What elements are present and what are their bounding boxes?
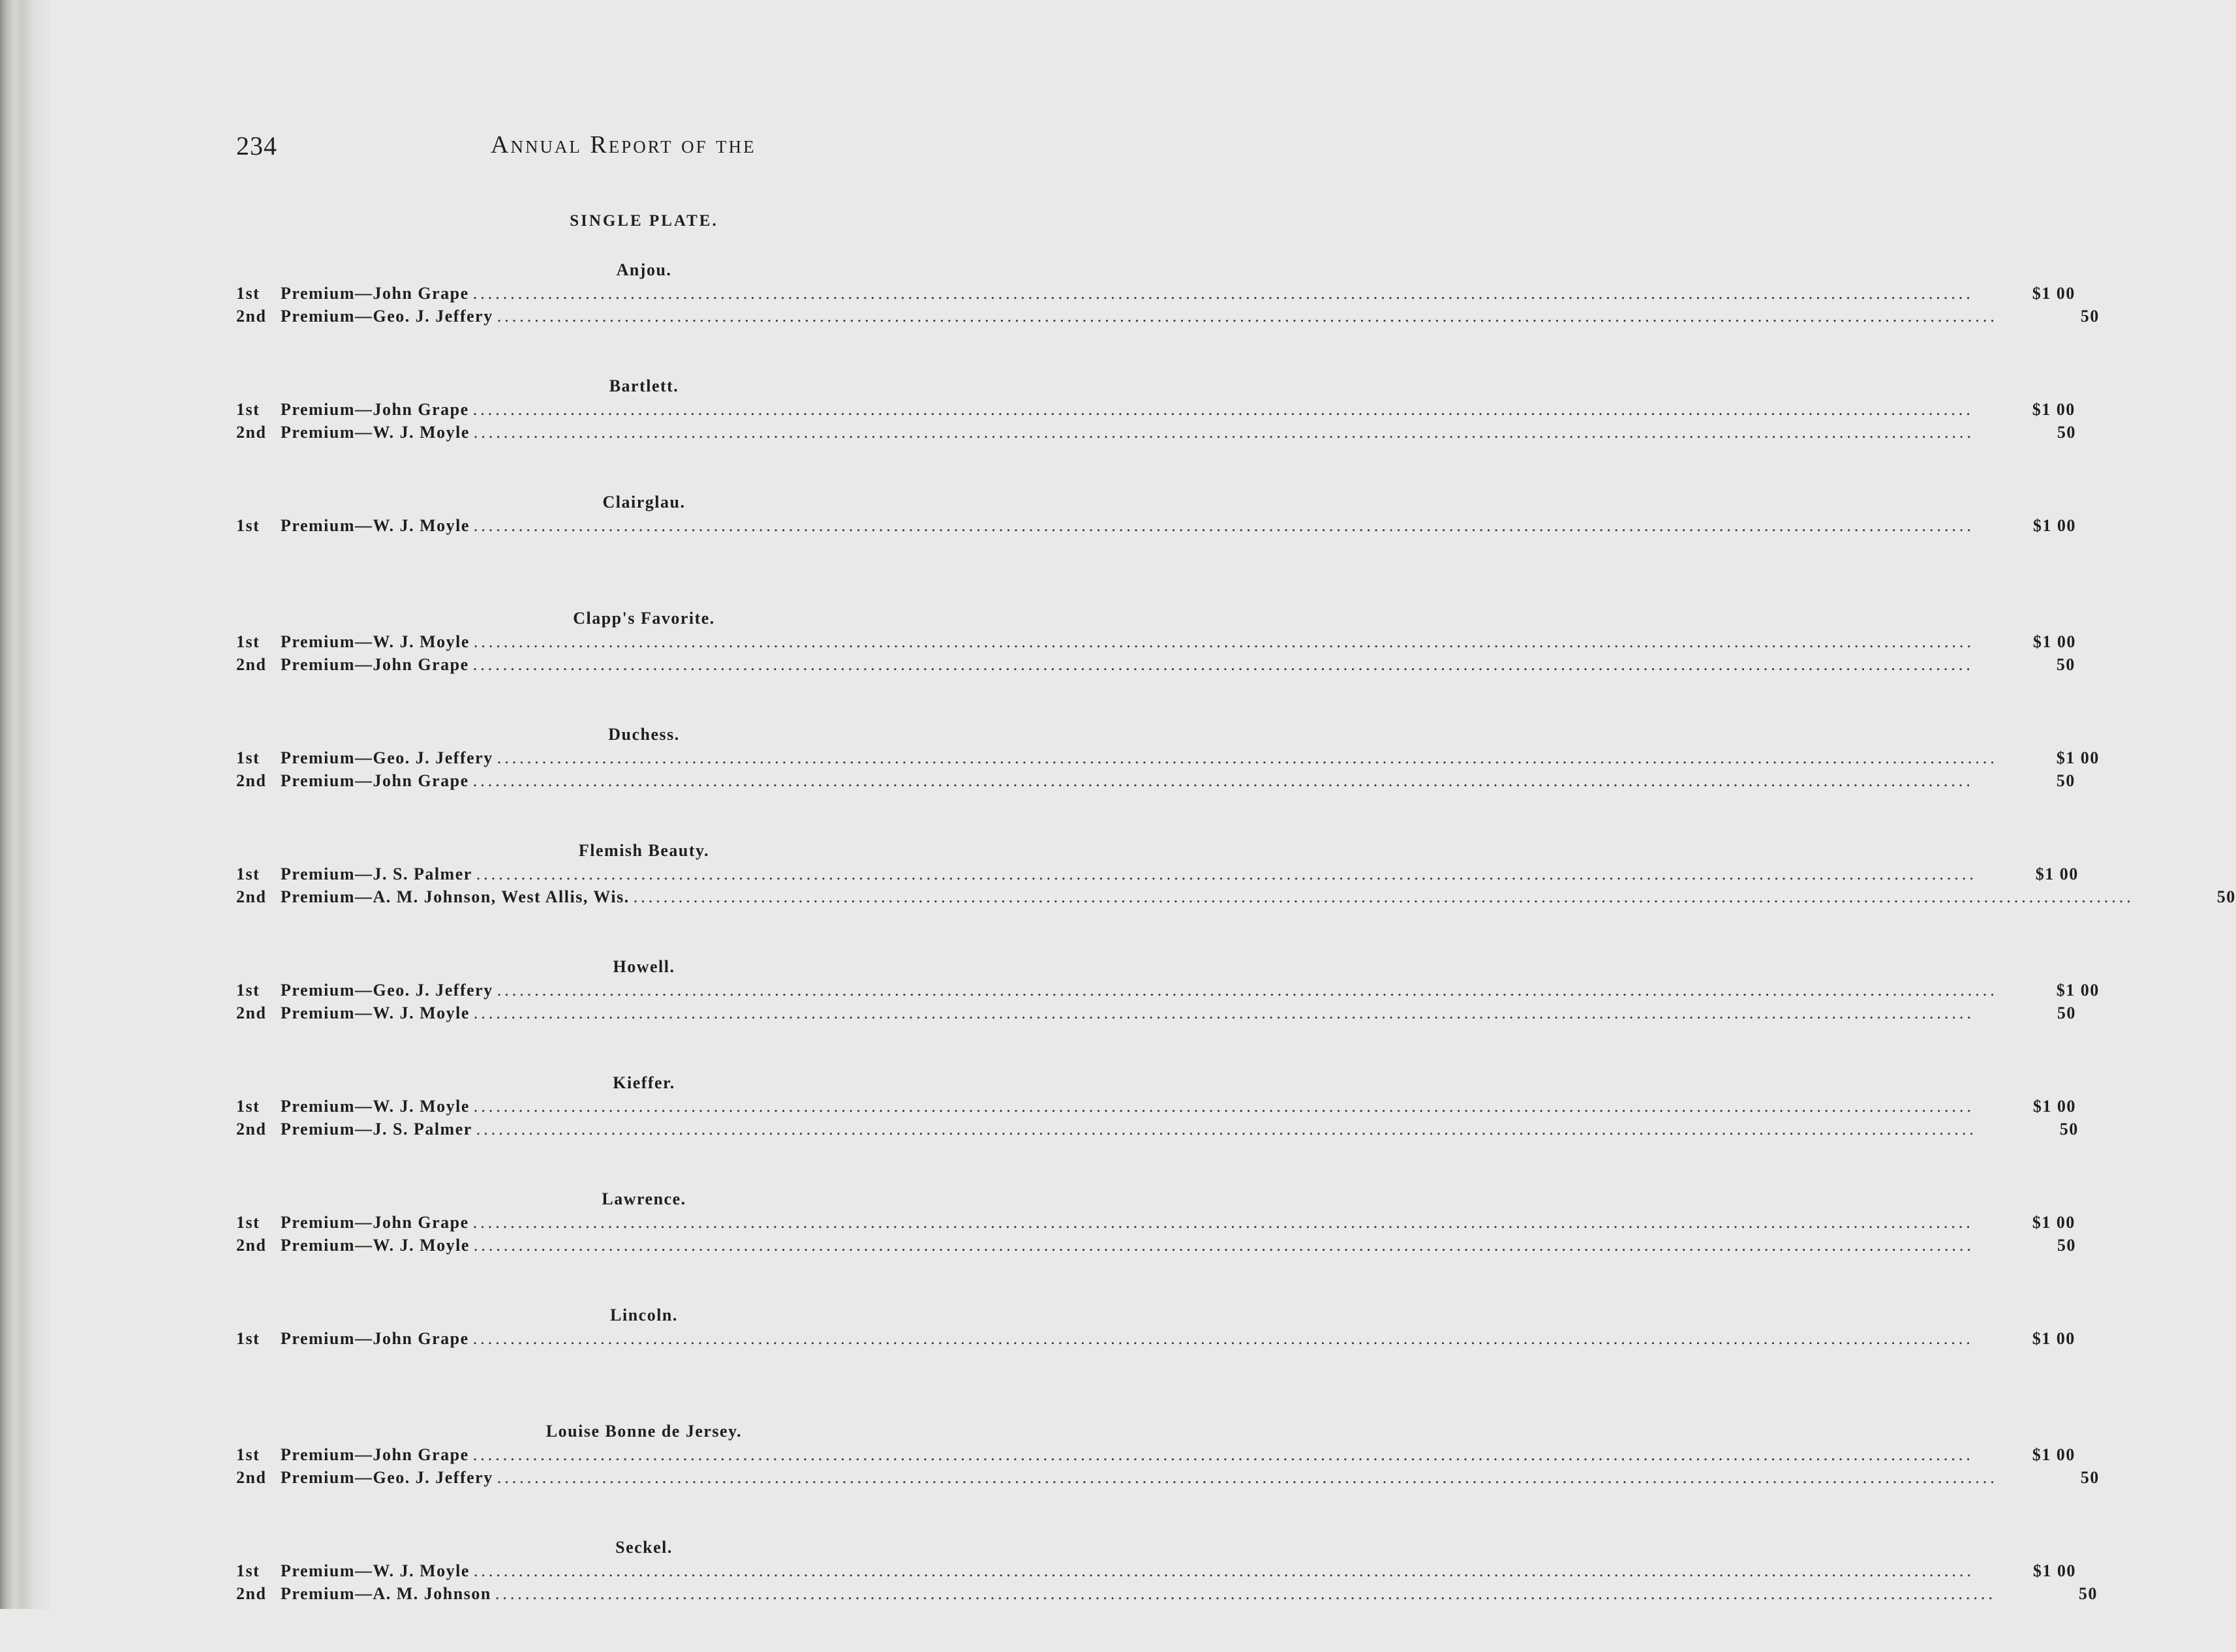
book-spine-shadow [0,0,51,1609]
premium-amount: 50 [2057,423,2076,442]
premium-winner: Premium—John Grape [281,1329,469,1348]
dot-leader: ........................................................................................................................................................................................................ [472,1445,1974,1464]
premium-amount: 50 [2057,1236,2076,1255]
premium-winner: Premium—John Grape [281,284,469,303]
premium-place: 2nd [236,887,267,906]
variety-group [236,258,2100,375]
premium-row [236,769,2075,792]
premium-amount: 50 [2080,1468,2100,1487]
variety-title: Flemish Beauty. [578,841,710,860]
premium-winner: Premium—John Grape [281,655,469,674]
variety-title: Clairglau. [602,493,686,512]
dot-leader: ........................................................................................................................................................................................................ [473,423,1974,442]
premium-row [236,885,2236,908]
premium-winner: Premium—W. J. Moyle [281,516,470,535]
premium-row [236,979,2100,1002]
premium-winner: Premium—A. M. Johnson [281,1584,491,1603]
premium-row [236,514,2076,537]
premium-place: 1st [236,981,260,1000]
running-header [236,130,1052,170]
premium-row [236,1466,2100,1489]
premium-place: 1st [236,284,260,303]
premium-place: 2nd [236,655,267,674]
variety-group [236,955,2100,1071]
variety-title: Anjou. [616,260,672,279]
dot-leader: ........................................................................................................................................................................................................ [472,1329,1974,1348]
premium-row [236,863,2079,885]
premium-amount: $1 00 [2032,1097,2076,1116]
premium-row [236,653,2075,676]
dot-leader: ........................................................................................................................................................................................................ [497,981,1998,1000]
running-title: Annual Report of the [491,131,756,159]
premium-winner: Premium—W. J. Moyle [281,1561,470,1580]
premium-place: 1st [236,864,260,883]
premium-amount: $1 00 [2032,1445,2075,1464]
dot-leader: ........................................................................................................................................................................................................ [633,887,2134,906]
premium-winner: Premium—W. J. Moyle [281,423,470,442]
dot-leader: ........................................................................................................................................................................................................ [473,516,1974,535]
premium-winner: Premium—W. J. Moyle [281,1097,470,1116]
premium-place: 1st [236,748,260,767]
dot-leader: ........................................................................................................................................................................................................ [472,1213,1974,1232]
premium-place: 2nd [236,1120,267,1139]
dot-leader: ........................................................................................................................................................................................................ [472,655,1974,674]
premium-place: 1st [236,1213,260,1232]
premium-place: 1st [236,1329,260,1348]
variety-title: Louise Bonne de Jersey. [545,1422,743,1441]
premium-winner: Premium—Geo. J. Jeffery [281,307,493,326]
variety-group [236,839,2236,955]
premium-place: 1st [236,1097,260,1116]
premium-amount: 50 [2056,655,2075,674]
premium-row [236,1582,2098,1605]
variety-group [236,1071,2079,1187]
premium-winner: Premium—W. J. Moyle [281,1003,470,1022]
premium-place: 2nd [236,771,267,790]
premium-winner: Premium—John Grape [281,400,469,419]
premium-amount: 50 [2059,1120,2079,1139]
dot-leader: ........................................................................................................................................................................................................ [473,1561,1974,1580]
dot-leader: ........................................................................................................................................................................................................ [472,400,1974,419]
premium-row [236,1443,2075,1466]
premium-place: 1st [236,632,260,651]
premium-winner: Premium—John Grape [281,771,469,790]
variety-group [236,1187,2076,1304]
premium-winner: Premium—John Grape [281,1213,469,1232]
dot-leader: ........................................................................................................................................................................................................ [497,748,1998,767]
premium-row [236,1327,2075,1350]
dot-leader: ........................................................................................................................................................................................................ [476,1120,1977,1139]
dot-leader: ........................................................................................................................................................................................................ [497,1468,1998,1487]
premium-place: 2nd [236,1468,267,1487]
premium-place: 2nd [236,1584,267,1603]
premium-place: 1st [236,1561,260,1580]
premium-amount: $1 00 [2056,981,2100,1000]
premium-place: 2nd [236,307,267,326]
premium-amount: 50 [2216,887,2236,906]
variety-title: Kieffer. [613,1073,675,1092]
premium-amount: $1 00 [2032,1213,2075,1232]
premium-place: 1st [236,1445,260,1464]
variety-group [236,375,2076,491]
variety-title: Bartlett. [609,376,679,395]
premium-amount: $1 00 [2035,864,2079,883]
premium-row [236,1002,2076,1024]
premium-place: 1st [236,516,260,535]
dot-leader: ........................................................................................................................................................................................................ [473,1236,1974,1255]
variety-group [236,1420,2100,1536]
premium-amount: $1 00 [2032,1329,2075,1348]
premium-amount: $1 00 [2032,516,2076,535]
premium-row [236,421,2076,444]
premium-winner: Premium—J. S. Palmer [281,864,472,883]
premium-groups [236,258,2236,1652]
premium-amount: $1 00 [2032,632,2076,651]
premium-winner: Premium—W. J. Moyle [281,1236,470,1255]
premium-amount: 50 [2057,1003,2076,1022]
premium-amount: 50 [2056,771,2075,790]
section-title: SINGLE PLATE. [570,212,718,230]
dot-leader: ........................................................................................................................................................................................................ [472,771,1974,790]
variety-title: Clapp's Favorite. [573,609,715,628]
premium-winner: Premium—John Grape [281,1445,469,1464]
premium-winner: Premium—J. S. Palmer [281,1120,472,1139]
dot-leader: ........................................................................................................................................................................................................ [495,1584,1996,1603]
premium-row [236,1118,2079,1140]
premium-place: 1st [236,400,260,419]
premium-row [236,1559,2076,1582]
premium-winner: Premium—A. M. Johnson, West Allis, Wis. [281,887,630,906]
premium-row [236,1234,2076,1257]
dot-leader: ........................................................................................................................................................................................................ [472,284,1974,303]
dot-leader: ........................................................................................................................................................................................................ [473,1003,1974,1022]
premium-amount: 50 [2080,307,2100,326]
premium-amount: $1 00 [2056,748,2100,767]
variety-group [236,723,2100,839]
premium-place: 2nd [236,1003,267,1022]
variety-title: Duchess. [608,725,680,744]
premium-place: 2nd [236,423,267,442]
dot-leader: ........................................................................................................................................................................................................ [473,632,1974,651]
premium-row [236,746,2100,769]
premium-place: 2nd [236,1236,267,1255]
premium-winner: Premium—W. J. Moyle [281,632,470,651]
variety-group [236,1304,2075,1420]
premium-row [236,282,2075,305]
dot-leader: ........................................................................................................................................................................................................ [497,307,1998,326]
variety-group [236,607,2076,723]
premium-winner: Premium—Geo. J. Jeffery [281,748,493,767]
variety-title: Seckel. [615,1538,673,1557]
premium-amount: 50 [2078,1584,2098,1603]
premium-amount: $1 00 [2032,1561,2076,1580]
premium-row [236,630,2076,653]
premium-row [236,398,2075,421]
premium-winner: Premium—Geo. J. Jeffery [281,1468,493,1487]
premium-amount: $1 00 [2032,400,2075,419]
variety-title: Howell. [613,957,675,976]
premium-winner: Premium—Geo. J. Jeffery [281,981,493,1000]
page-number: 234 [236,131,277,161]
variety-title: Lawrence. [602,1189,686,1208]
dot-leader: ........................................................................................................................................................................................................ [476,864,1977,883]
premium-amount: $1 00 [2032,284,2075,303]
variety-group [236,491,2076,607]
dot-leader: ........................................................................................................................................................................................................ [473,1097,1974,1116]
premium-row [236,1211,2075,1234]
premium-row [236,305,2100,328]
premium-row [236,1095,2076,1118]
variety-title: Lincoln. [610,1306,678,1324]
variety-group [236,1536,2098,1652]
